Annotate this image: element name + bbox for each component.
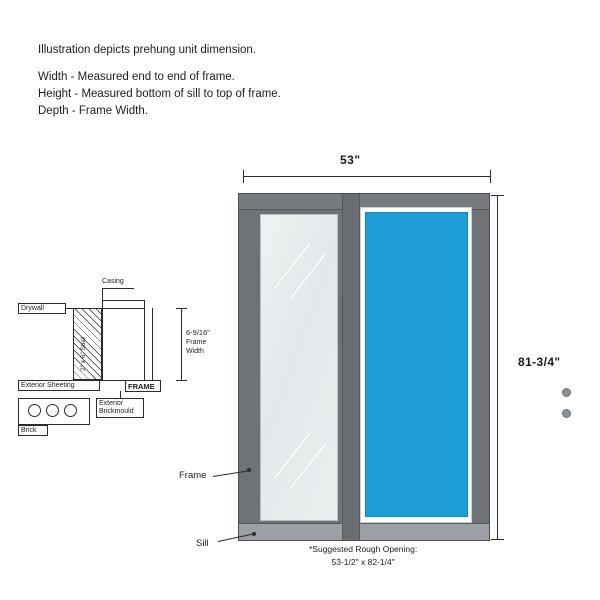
detail-label-frame: FRAME <box>128 382 155 391</box>
door-slab <box>365 212 468 517</box>
detail-casing-right <box>144 300 145 308</box>
callout-label-frame: Frame <box>179 470 207 481</box>
detail-leader-brickmould <box>120 391 121 398</box>
callout-label-sill: Sill <box>196 538 209 549</box>
detail-label-brick: Brick <box>21 427 37 434</box>
detail-casing-left <box>102 300 103 308</box>
frame-width-caption-line-2: Width <box>186 348 204 355</box>
frame-width-tick-top <box>176 308 187 309</box>
callout-anchor-frame <box>247 468 251 472</box>
intro-spacer <box>38 59 281 69</box>
frame-width-dimension-line <box>181 308 182 380</box>
door-knob-icon <box>562 388 571 397</box>
detail-label-exterior-sheeting: Exterior Sheeting <box>21 382 75 389</box>
width-dimension-label: 53" <box>340 153 361 167</box>
detail-label-drywall: Drywall <box>21 305 44 312</box>
detail-leader-casing <box>102 288 134 289</box>
detail-casing-top <box>102 300 144 301</box>
glass-highlight <box>273 433 310 480</box>
detail-label-casing: Casing <box>102 278 124 285</box>
detail-label-exterior-brickmould-line-2: Brickmould <box>99 408 134 415</box>
detail-frame-inner-edge <box>152 308 153 380</box>
detail-frame-outer-edge <box>144 308 145 380</box>
door-sill <box>239 523 489 540</box>
brick-circle-icon <box>64 404 77 417</box>
sidelite-glass-panel <box>260 214 338 521</box>
prehung-door-unit <box>238 193 490 541</box>
detail-drywall-face <box>102 308 103 380</box>
frame-mullion <box>342 194 360 540</box>
detail-casing-bottom <box>102 308 145 309</box>
intro-line-3: Height - Measured bottom of sill to top of frame. <box>38 88 281 100</box>
height-dimension-tick-top <box>491 195 504 196</box>
rough-opening-note-line-1: *Suggested Rough Opening: <box>309 544 418 554</box>
brick-circle-icon <box>28 404 41 417</box>
deadbolt-icon <box>562 409 571 418</box>
callout-anchor-sill <box>252 532 256 536</box>
height-dimension-label: 81-3/4" <box>518 355 561 369</box>
width-dimension-line <box>243 176 491 177</box>
detail-label-stud: 2" x 6" Stud <box>80 337 87 371</box>
wall-section-detail <box>18 275 224 440</box>
frame-width-tick-bottom <box>176 380 187 381</box>
intro-line-1: Illustration depicts prehung unit dimension. <box>38 44 256 56</box>
height-dimension-line <box>497 195 498 539</box>
intro-line-4: Depth - Frame Width. <box>38 105 148 117</box>
detail-label-exterior-brickmould-line-1: Exterior <box>99 400 124 407</box>
detail-stud-hatch <box>73 308 102 380</box>
frame-width-caption-line-1: Frame <box>186 339 207 346</box>
detail-stud-left-edge <box>73 308 74 380</box>
width-dimension-tick-left <box>243 170 244 183</box>
rough-opening-note-line-2: 53-1/2" x 82-1/4" <box>331 557 395 567</box>
brick-circle-icon <box>46 404 59 417</box>
width-dimension-tick-right <box>490 170 491 183</box>
detail-leader-casing-drop <box>102 288 103 300</box>
glass-highlight <box>273 243 310 290</box>
rough-opening-note <box>309 543 417 569</box>
height-dimension-tick-bottom <box>491 539 504 540</box>
intro-line-2: Width - Measured end to end of frame. <box>38 71 235 83</box>
frame-width-value: 6-9/16" <box>186 328 210 337</box>
intro-text-block <box>38 42 281 120</box>
